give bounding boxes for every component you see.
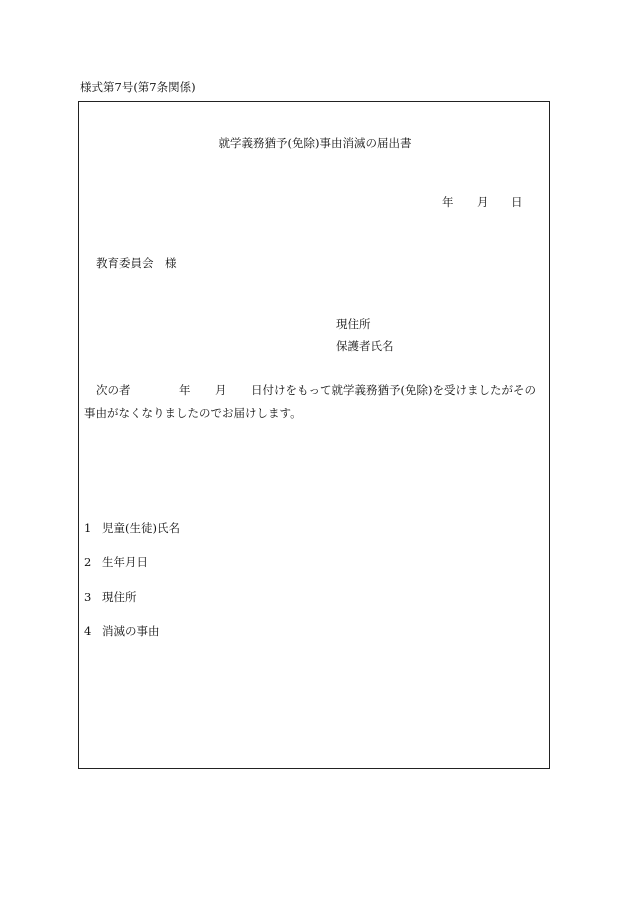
date-month-label: 月	[477, 195, 489, 209]
body-line-2: 事由がなくなりましたのでお届けします。	[84, 406, 302, 420]
list-item	[84, 625, 160, 639]
item-label: 生年月日	[102, 555, 148, 569]
list-item	[84, 522, 180, 536]
item-number: 3	[84, 590, 92, 604]
date-year-label: 年	[442, 195, 454, 209]
guardian-name-label: 保護者氏名	[336, 339, 394, 353]
document-title: 就学義務猶予(免除)事由消滅の届出書	[218, 136, 412, 150]
form-number: 様式第7号(第7条関係)	[80, 80, 196, 94]
item-label: 児童(生徒)氏名	[102, 521, 180, 535]
date-day-label: 日	[511, 195, 523, 209]
body-subject: 次の者	[96, 383, 131, 397]
list-item	[84, 556, 148, 570]
item-number: 2	[84, 555, 92, 569]
item-number: 1	[84, 521, 92, 535]
guardian-address-label: 現住所	[336, 317, 371, 331]
recipient-line: 教育委員会 様	[96, 256, 177, 270]
body-year-label: 年	[179, 383, 191, 397]
body-rest: 日付けをもって就学義務猶予(免除)を受けましたがその	[251, 383, 536, 397]
list-item	[84, 591, 137, 605]
item-label: 現住所	[102, 590, 137, 604]
item-label: 消滅の事由	[102, 624, 160, 638]
body-month-label: 月	[215, 383, 227, 397]
item-number: 4	[84, 624, 92, 638]
